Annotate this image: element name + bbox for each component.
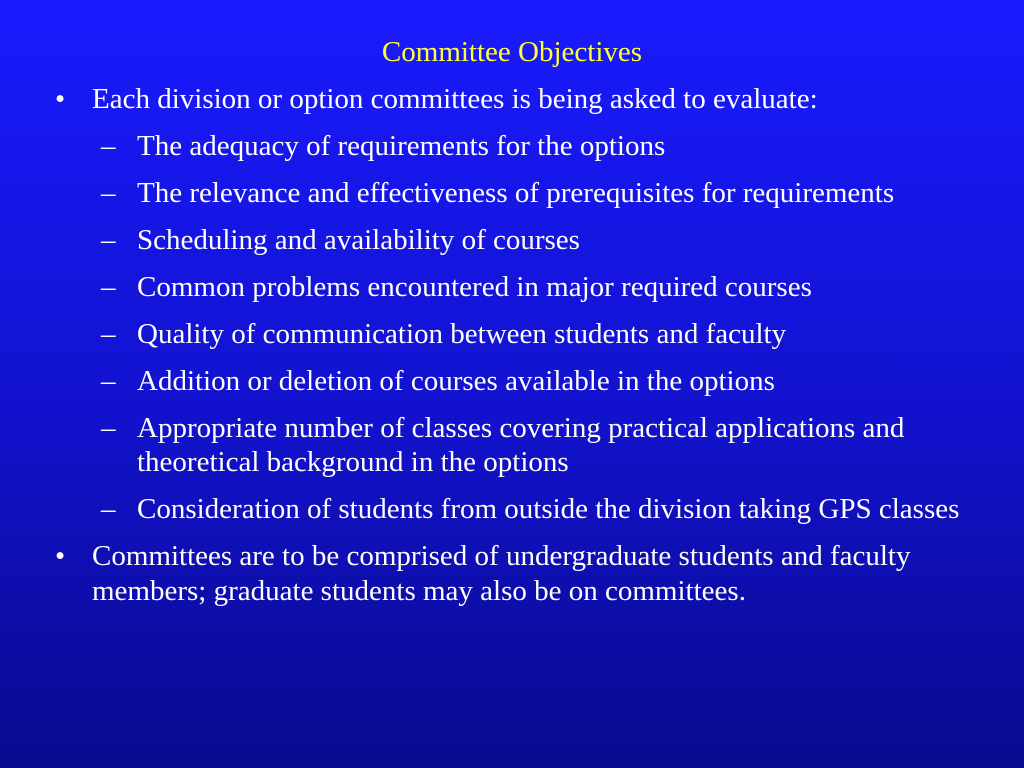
sub-bullet-5 [101,317,985,351]
sub-bullet-4-text: Common problems encountered in major required courses [137,271,812,303]
sub-bullet-1 [101,129,985,163]
sub-bullet-8 [101,492,985,526]
dash-marker: – [101,412,116,444]
sub-bullet-2-text: The relevance and effectiveness of prerequisites for requirements [137,177,895,209]
sub-bullet-7-text: Appropriate number of classes covering practical applications and theoretical background in the options [137,412,905,478]
sub-bullet-3-text: Scheduling and availability of courses [137,224,580,256]
sub-bullet-3 [101,223,985,257]
dash-marker: – [101,318,116,350]
sub-bullet-7 [101,411,985,479]
sub-bullet-6-text: Addition or deletion of courses available in the options [137,365,775,397]
bullet-marker: • [55,540,66,572]
slide-body [55,80,985,621]
sub-bullet-8-text: Consideration of students from outside the division taking GPS classes [137,493,960,525]
bullet-2-text: Committees are to be comprised of undergraduate students and faculty members; graduate students may also be on committees. [92,540,911,607]
bullet-1 [55,82,985,117]
sub-bullet-2 [101,176,985,210]
dash-marker: – [101,493,116,525]
dash-marker: – [101,224,116,256]
dash-marker: – [101,271,116,303]
sub-bullet-6 [101,364,985,398]
bullet-marker: • [55,83,66,115]
dash-marker: – [101,130,116,162]
sub-bullet-4 [101,270,985,304]
slide-title: Committee Objectives [381,36,643,68]
dash-marker: – [101,365,116,397]
sub-bullet-1-text: The adequacy of requirements for the options [137,130,666,162]
bullet-2 [55,539,985,609]
bullet-1-text: Each division or option committees is being asked to evaluate: [92,83,818,115]
sub-bullet-5-text: Quality of communication between students and faculty [137,318,787,350]
dash-marker: – [101,177,116,209]
